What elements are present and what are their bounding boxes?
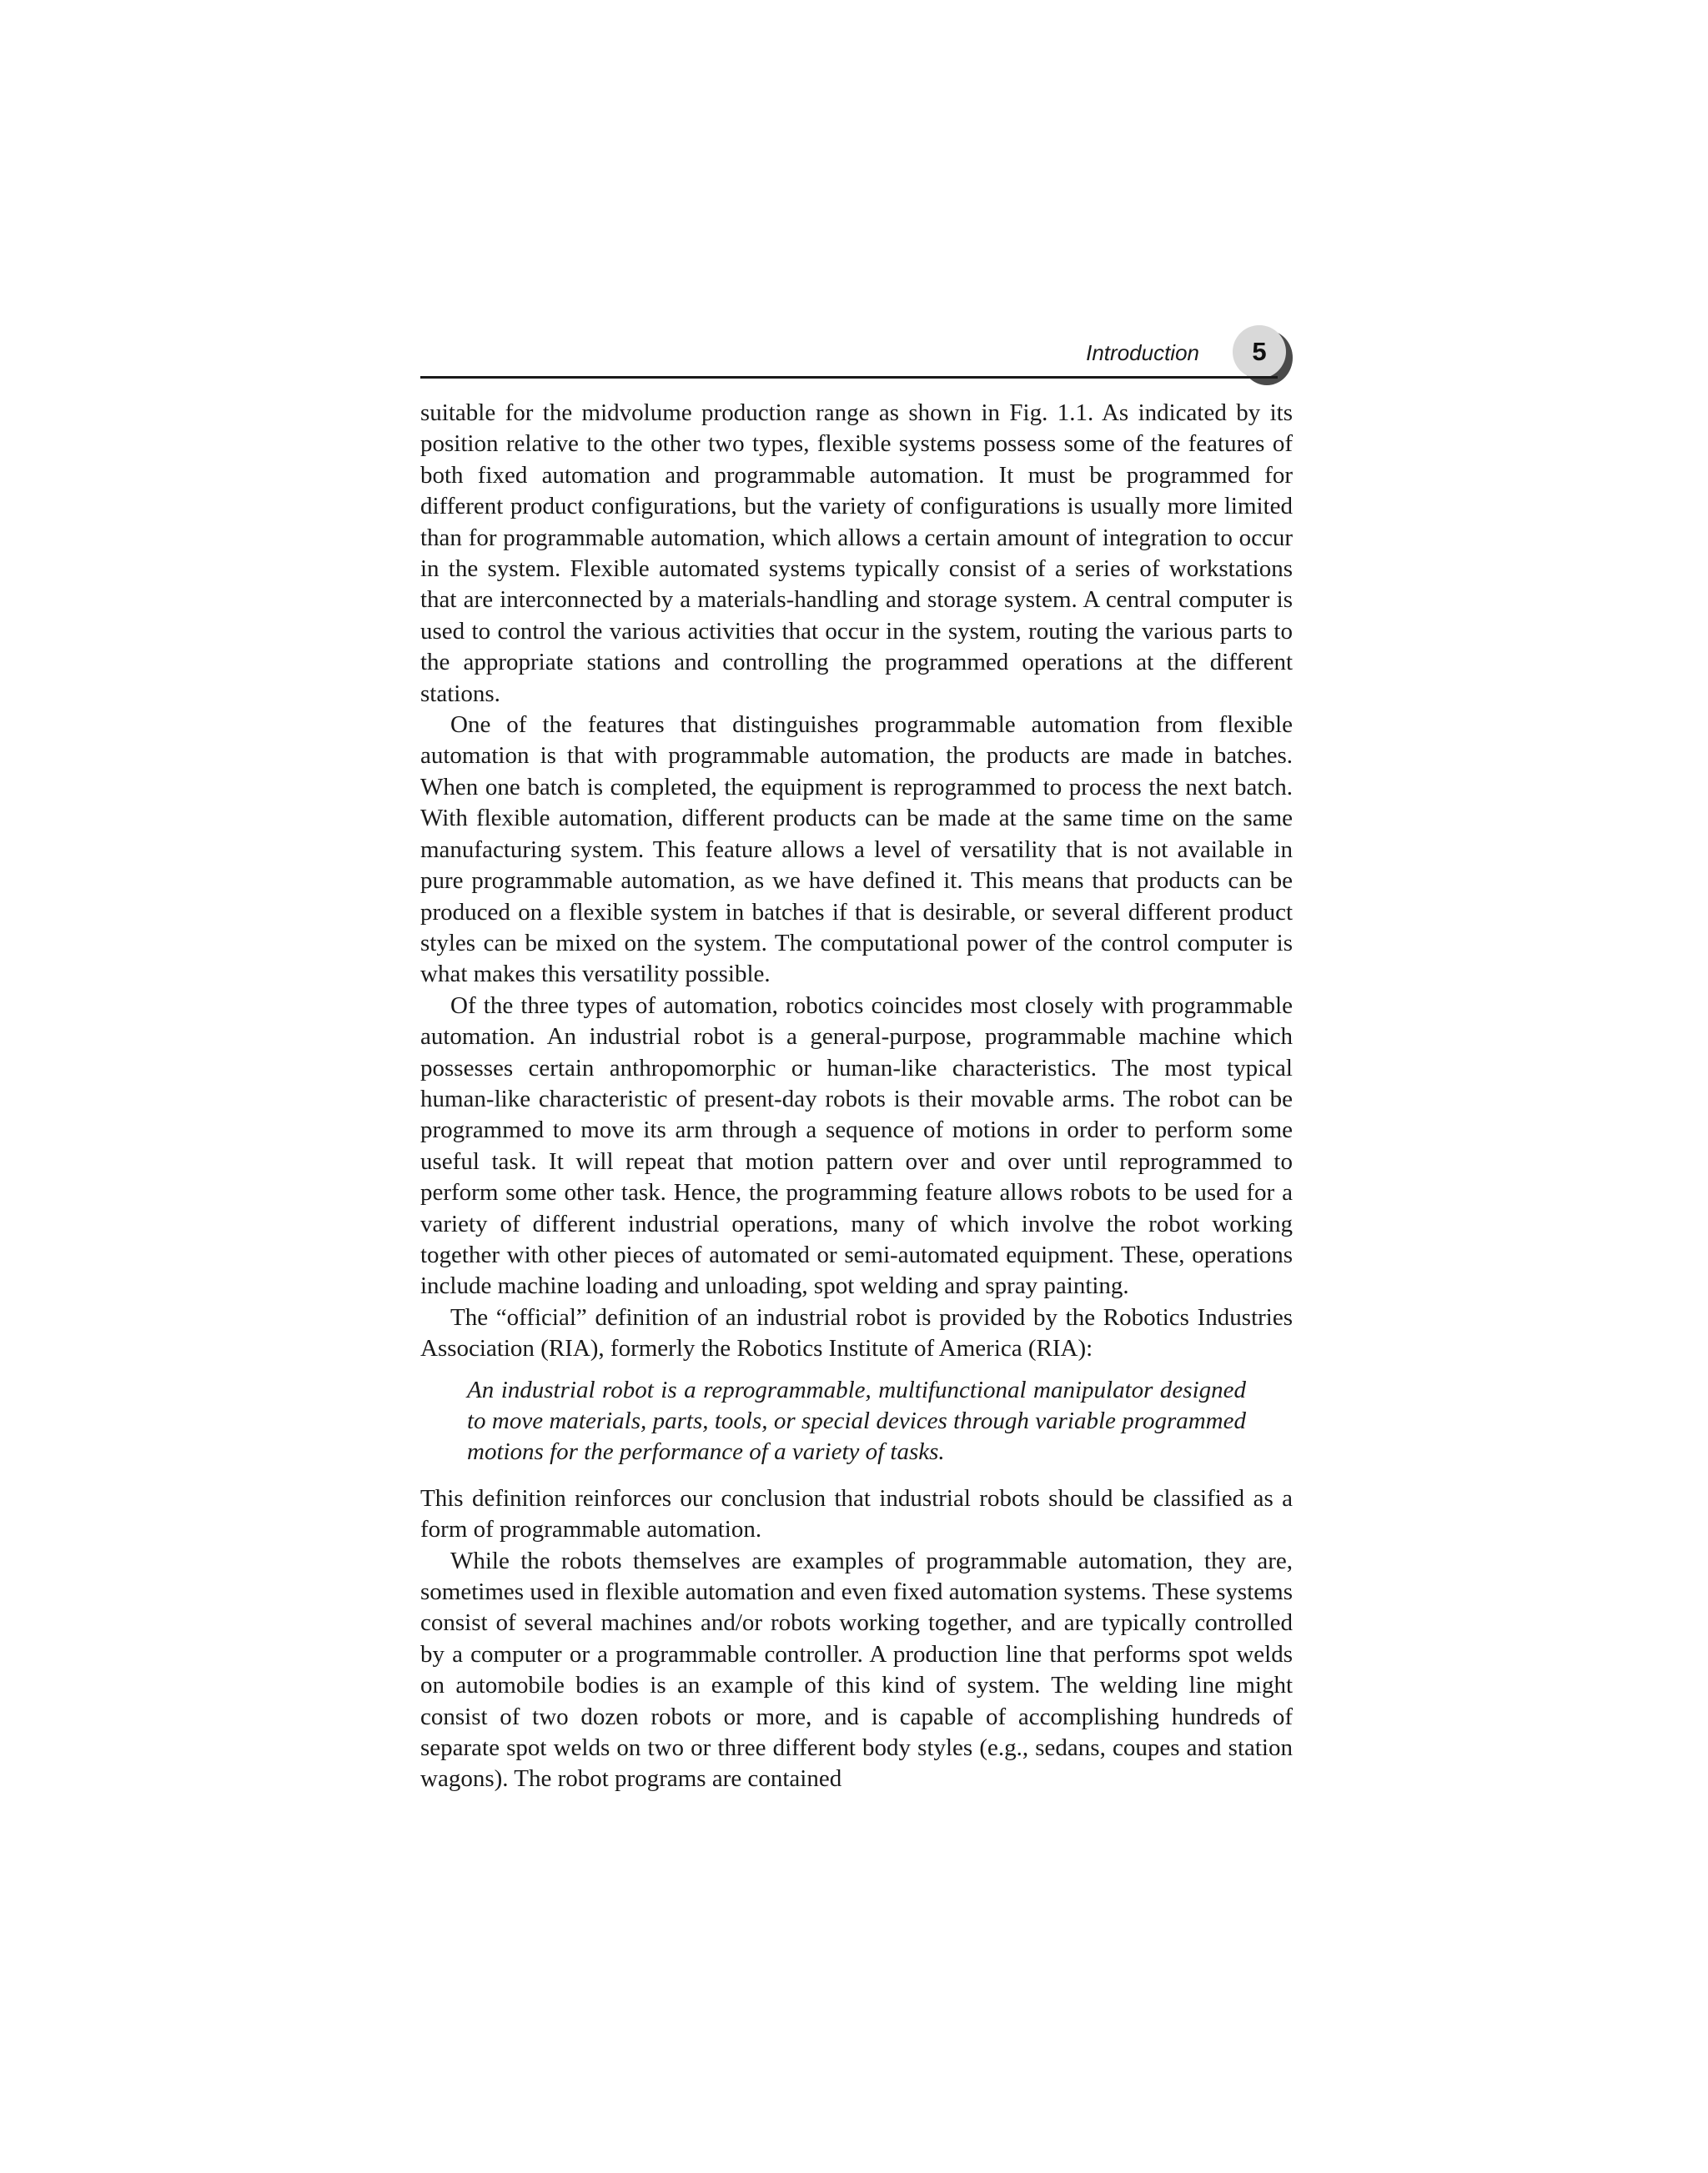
page-number: 5 — [1252, 337, 1267, 366]
body-text — [420, 398, 1293, 1795]
header-rule — [420, 376, 1278, 379]
running-title: Introduction — [1086, 340, 1199, 365]
ria-definition-quote: An industrial robot is a reprogrammable, multifunctional manipulator designed to move materials, parts, tools, or special devices through variable programmed motions for the performance of a variety of tasks. — [467, 1376, 1246, 1466]
paragraph-definition-conclusion: This definition reinforces our conclusion that industrial robots should be classified as a form of programmable automation. — [420, 1484, 1293, 1543]
paragraph-continued: suitable for the midvolume production range as shown in Fig. 1.1. As indicated by its position relative to the other two types, flexible systems possess some of the features of both fixed automation and programmable automation. It must be programmed for different product configurations, but the variety of configurations is usually more limited than for programmable automation, which allows a certain amount of integration to occur in the system. Flexible automated systems typically consist of a series of workstations that are interconnected by a materials-handling and storage system. A central computer is used to control the various activities that occur in the system, routing the various parts to the appropriate stations and controlling the programmed operations at the different stations. — [420, 399, 1293, 707]
paragraph-robots-in-systems: While the robots themselves are examples of programmable automation, they are, sometimes used in flexible automation and even fixed automation systems. These systems consist of several machines and/or robots working together, and are typically controlled by a computer or a programmable controller. A production line that performs spot welds on automobile bodies is an example of this kind of system. The welding line might consist of two dozen robots or more, and is capable of accomplishing hundreds of separate spot welds on two or three different body styles (e.g., sedans, coupes and station wagons). The robot programs are contained — [420, 1547, 1293, 1793]
paragraph-ria-definition-intro: The “official” definition of an industrial robot is provided by the Robotics Industries Association (RIA), formerly the Robotics Institute of America (RIA): — [420, 1303, 1293, 1363]
paragraph-robotics: Of the three types of automation, robotics coincides most closely with programmable automation. An industrial robot is a general-purpose, programmable machine which possesses certain anthropomorphic or human-like characteristics. The most typical human-like characteristic of present-day robots is their movable arms. The robot can be programmed to move its arm through a sequence of motions in order to perform some useful task. It will repeat that motion pattern over and over until reprogrammed to perform some other task. Hence, the programming feature allows robots to be used for a variety of different industrial operations, many of which involve the robot working together with other pieces of automated or semi-automated equipment. These, operations include machine loading and unloading, spot welding and spray painting. — [420, 991, 1293, 1300]
paragraph-programmable-vs-flexible: One of the features that distinguishes programmable automation from flexible automation is that with programmable automation, the products are made in batches. When one batch is completed, the equipment is reprogrammed to process the next batch. With flexible automation, different products can be made at the same time on the same manufacturing system. This feature allows a level of versatility that is not available in pure programmable automation, as we have defined it. This means that products can be produced on a flexible system in batches if that is desirable, or several different product styles can be mixed on the system. The computational power of the control computer is what makes this versatility possible. — [420, 711, 1293, 988]
running-head — [0, 0, 1708, 392]
page-number-badge — [1233, 325, 1291, 384]
